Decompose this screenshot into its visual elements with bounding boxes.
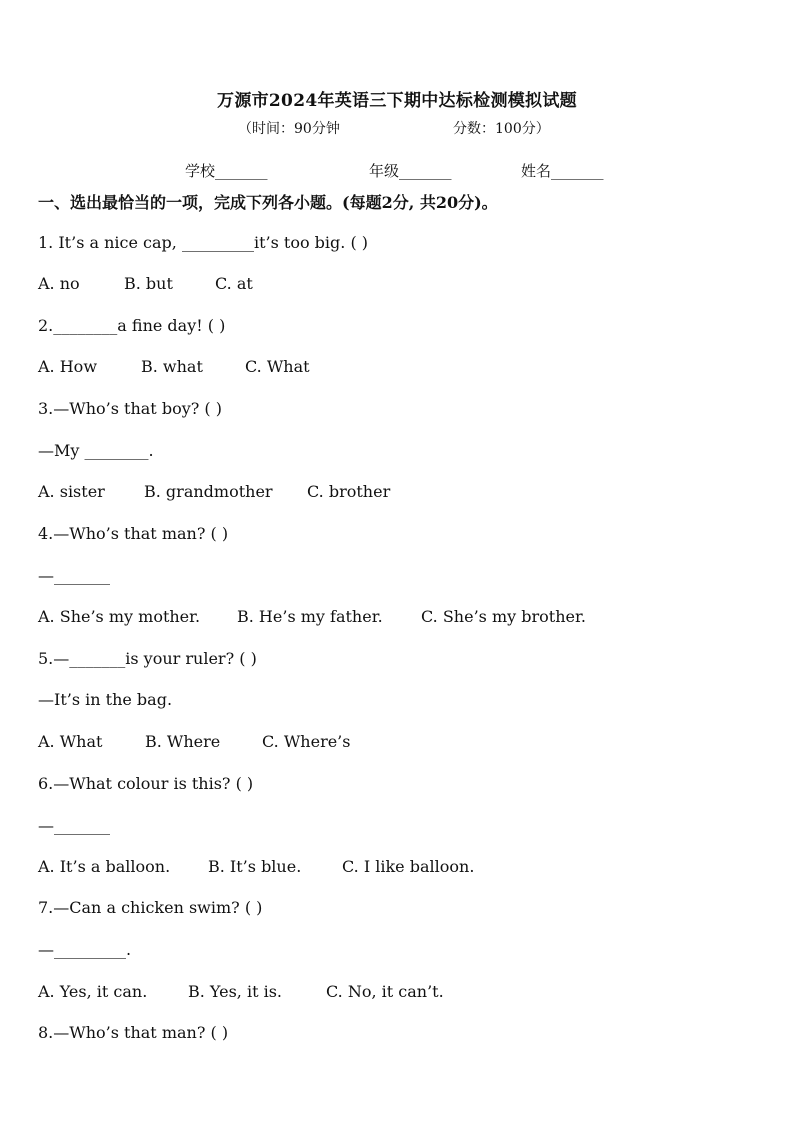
option-c[interactable]: C. at [215,274,253,293]
option-b[interactable]: B. Yes, it is. [188,982,282,1001]
option-c[interactable]: C. brother [307,482,391,501]
option-b[interactable]: B. grandmother [144,482,273,501]
page-title: 万源市2024年英语三下期中达标检测模拟试题 [217,91,577,111]
option-c[interactable]: C. What [245,357,310,376]
option-c[interactable]: C. No, it can’t. [326,982,444,1001]
question-2: 2.________a fine day! ( ) [38,316,226,335]
grade-field[interactable]: 年级_______ [369,162,452,180]
name-field[interactable]: 姓名_______ [521,162,604,180]
question-8: 8.—Who’s that man? ( ) [38,1023,229,1042]
option-b[interactable]: B. what [141,357,203,376]
option-b[interactable]: B. but [124,274,173,293]
school-field[interactable]: 学校_______ [185,162,268,180]
option-b[interactable]: B. Where [145,732,221,751]
section-heading: 一、选出最恰当的一项，完成下列各小题。(每题2分, 共20分)。 [38,193,498,212]
option-b[interactable]: B. It’s blue. [208,857,302,876]
option-a[interactable]: A. She’s my mother. [38,607,201,626]
option-c[interactable]: C. I like balloon. [342,857,475,876]
option-a[interactable]: A. no [38,274,80,293]
question-7-answer-line: —_________. [38,940,132,959]
question-4: 4.—Who’s that man? ( ) [38,524,229,543]
option-b[interactable]: B. He’s my father. [237,607,383,626]
option-a[interactable]: A. What [38,732,103,751]
question-6: 6.—What colour is this? ( ) [38,774,254,793]
question-6-answer-line: —_______ [38,816,110,835]
exam-time: （时间：90分钟 [238,121,340,137]
option-a[interactable]: A. How [38,357,98,376]
question-7: 7.—Can a chicken swim? ( ) [38,898,263,917]
exam-score: 分数：100分） [453,121,550,137]
option-a[interactable]: A. sister [38,482,105,501]
question-5-answer-line: —It’s in the bag. [38,690,173,709]
question-4-answer-line: —_______ [38,566,110,585]
question-3-answer-line: —My ________. [38,441,154,460]
question-5: 5.—_______is your ruler? ( ) [38,649,257,668]
question-1: 1. It’s a nice cap, _________it’s too big. ( ) [38,233,369,252]
option-c[interactable]: C. Where’s [262,732,351,751]
option-a[interactable]: A. It’s a balloon. [38,857,171,876]
option-c[interactable]: C. She’s my brother. [421,607,586,626]
question-3: 3.—Who’s that boy? ( ) [38,399,222,418]
option-a[interactable]: A. Yes, it can. [38,982,148,1001]
